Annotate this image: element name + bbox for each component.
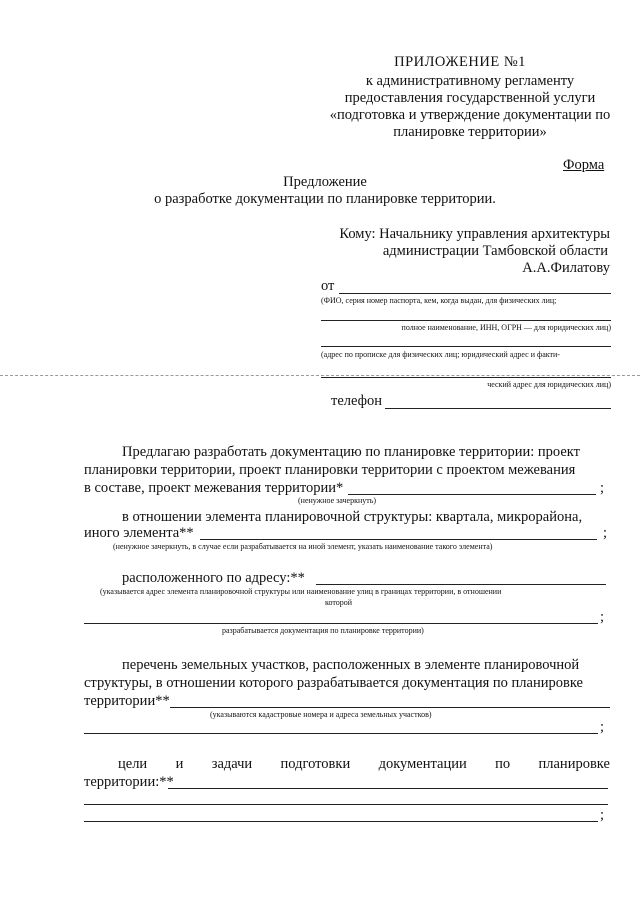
- heading-subtitle: о разработке документации по планировке территории.: [154, 191, 496, 207]
- p5-word: задачи: [211, 756, 253, 772]
- addressee-line-3: А.А.Филатову: [522, 260, 610, 276]
- p5-field[interactable]: [168, 788, 608, 789]
- p3-hint-1: (указывается адрес элемента планировочной структуры или наименование улиц в границах территории, в отношении: [100, 587, 502, 596]
- p1-hint: (ненужное зачеркнуть): [298, 496, 377, 505]
- p4-hint: (указываются кадастровые номера и адреса земельных участков): [210, 710, 432, 719]
- p4-field[interactable]: [170, 707, 610, 708]
- from-name-field[interactable]: [339, 293, 611, 294]
- from-label: от: [321, 278, 335, 294]
- p5-word: планировке: [538, 756, 610, 772]
- appendix-line-4: планировке территории»: [393, 124, 547, 140]
- p4-field-2[interactable]: [84, 733, 598, 734]
- p5-line-2: территории:**: [84, 774, 174, 790]
- p3-semicolon: ;: [600, 609, 605, 625]
- p3-hint-3: разрабатывается документация по планировке территории): [222, 626, 424, 635]
- heading-title: Предложение: [283, 174, 367, 190]
- form-label: Форма: [563, 157, 605, 173]
- p1-line-1: Предлагаю разработать документацию по планировке территории: проект: [122, 444, 580, 460]
- appendix-line-3: «подготовка и утверждение документации по: [329, 107, 611, 123]
- p1-line-3: в составе, проект межевания территории*: [84, 480, 344, 496]
- p1-semicolon: ;: [600, 480, 605, 496]
- phone-field[interactable]: [385, 408, 611, 409]
- p5-field-3[interactable]: [84, 821, 598, 822]
- from-hint-1: (ФИО, серия номер паспорта, кем, когда выдан, для физических лиц;: [321, 296, 557, 305]
- p2-line-2: иного элемента**: [84, 525, 194, 541]
- from-address-field[interactable]: [321, 346, 611, 347]
- p5-word: и: [175, 756, 184, 772]
- p5-word: цели: [118, 756, 148, 772]
- p4-line-1: перечень земельных участков, расположенных в элементе планировочной: [122, 657, 580, 673]
- scan-artifact-line: [0, 375, 640, 376]
- from-hint-3: (адрес по прописке для физических лиц; юридический адрес и факти-: [321, 350, 560, 359]
- appendix-line-1: к административному регламенту: [365, 73, 575, 89]
- from-hint-2: полное наименование, ИНН, ОГРН — для юридических лиц): [401, 323, 611, 332]
- addressee-line-2: администрации Тамбовской области: [382, 243, 608, 259]
- addressee-line-1: Кому: Начальнику управления архитектуры: [339, 226, 610, 242]
- from-address-field-2[interactable]: [321, 377, 611, 378]
- from-hint-4: ческий адрес для юридических лиц): [487, 380, 611, 389]
- p1-line-2: планировки территории, проект планировки территории с проектом межевания: [84, 462, 576, 478]
- p5-word: документации: [378, 756, 467, 772]
- p5-word: по: [495, 756, 511, 772]
- p3-line-1: расположенного по адресу:**: [122, 570, 305, 586]
- p3-field[interactable]: [316, 584, 606, 585]
- appendix-title: ПРИЛОЖЕНИЕ №1: [394, 54, 526, 70]
- p4-semicolon: ;: [600, 719, 605, 735]
- from-details-field[interactable]: [321, 320, 611, 321]
- p2-semicolon: ;: [603, 525, 608, 541]
- appendix-line-2: предоставления государственной услуги: [344, 90, 596, 106]
- phone-label: телефон: [331, 393, 383, 409]
- p2-line-1: в отношении элемента планировочной структуры: квартала, микрорайона,: [122, 509, 583, 525]
- p3-field-2[interactable]: [84, 623, 598, 624]
- p2-hint: (ненужное зачеркнуть, в случае если разрабатывается на иной элемент, указать наименование такого элемента): [113, 542, 493, 551]
- p5-field-2[interactable]: [84, 804, 608, 805]
- p1-field[interactable]: [348, 494, 596, 495]
- p5-line-1: [118, 756, 610, 773]
- p3-hint-2: которой: [325, 598, 353, 607]
- p4-line-2: структуры, в отношении которого разрабатывается документация по планировке: [84, 675, 583, 691]
- p4-line-3: территории**: [84, 693, 170, 709]
- p5-semicolon: ;: [600, 807, 605, 823]
- p5-word: подготовки: [280, 756, 351, 772]
- p2-field[interactable]: [200, 539, 597, 540]
